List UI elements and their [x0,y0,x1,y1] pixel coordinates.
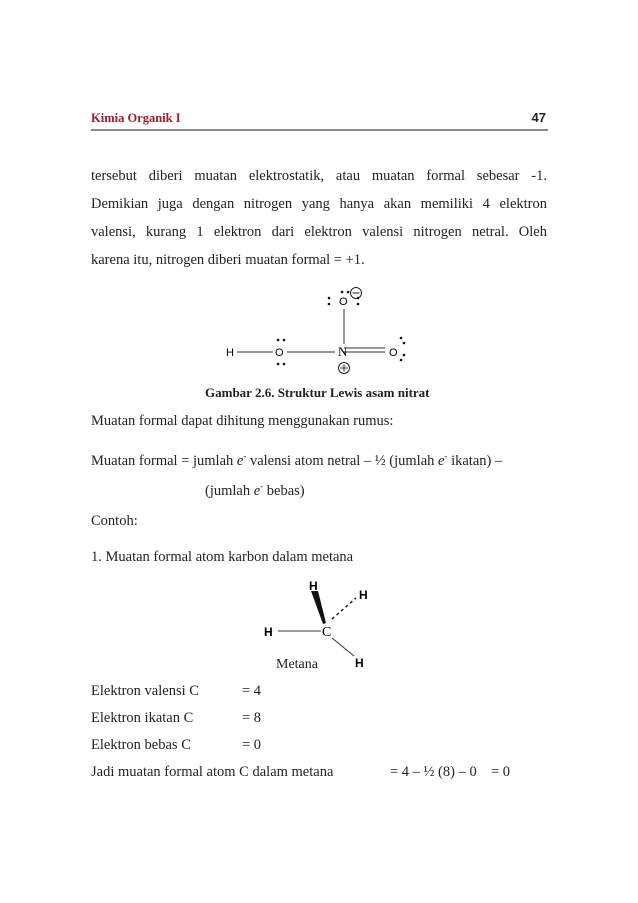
hydrogen-atom-top: H [309,579,318,593]
electron-charge: - [260,481,264,491]
hydrogen-atom-right: H [359,588,368,602]
conclusion-label: Jadi muatan formal atom C dalam metana [91,764,334,780]
electron-charge: - [444,451,448,461]
methane-label: Metana [276,657,318,672]
calc-label: Elektron valensi C [91,683,199,699]
negative-charge-icon [351,288,362,299]
paragraph-line: valensi, kurang 1 elektron dari elektron valensi nitrogen netral. Oleh [91,224,547,240]
example-title: 1. Muatan formal atom karbon dalam metana [91,549,354,565]
example-label: Contoh: [91,513,138,529]
formula-text: bebas) [263,482,305,499]
oxygen-atom-right: O [389,347,398,359]
formula-line-1 [91,451,502,470]
electron-charge: - [243,451,247,461]
hydrogen-atom-left: H [264,625,273,639]
formula-intro: Muatan formal dapat dihitung menggunakan rumus: [91,413,394,429]
nitric-acid-lewis-structure [215,282,425,378]
book-title: Kimia Organik I [91,111,181,125]
calc-label: Elektron ikatan C [91,710,194,726]
electron-symbol: e [438,452,445,469]
page-header [91,111,548,131]
formula-text: (jumlah [205,482,254,499]
formula-line-2 [205,481,305,500]
formula-text: ikatan) – [447,452,503,469]
electron-symbol: e [236,452,244,469]
calc-label: Elektron bebas C [91,737,191,753]
conclusion-result: = 0 [491,764,511,780]
carbon-atom: C [322,625,332,640]
intro-paragraph [91,162,547,274]
calc-value: = 8 [242,710,262,726]
figure-caption: Gambar 2.6. Struktur Lewis asam nitrat [205,385,430,400]
oxygen-atom-top: O [339,296,348,308]
page-number: 47 [531,110,546,125]
oxygen-atom-left: O [275,347,284,359]
methane-structure [258,574,388,670]
calc-value: = 4 [242,683,262,699]
formula-text: Muatan formal = jumlah [91,452,237,469]
conclusion-value: = 4 – ½ (8) – 0 [390,764,477,780]
paragraph-line: karena itu, nitrogen diberi muatan formal = +1. [91,252,365,268]
hydrogen-atom-bottom: H [355,656,364,670]
calc-value: = 0 [242,737,262,753]
hydrogen-atom: H [226,347,234,359]
dashed-bond [332,598,356,619]
positive-charge-icon [339,363,350,374]
wedge-bond [311,591,326,624]
paragraph-line: tersebut diberi muatan elektrostatik, atau muatan formal sebesar -1. [91,168,547,184]
electron-symbol: e [253,482,261,499]
paragraph-line: Demikian juga dengan nitrogen yang hanya akan memiliki 4 elektron [91,196,547,212]
formula-text: valensi atom netral – ½ (jumlah [246,452,439,469]
nitrogen-atom: N [338,344,348,359]
